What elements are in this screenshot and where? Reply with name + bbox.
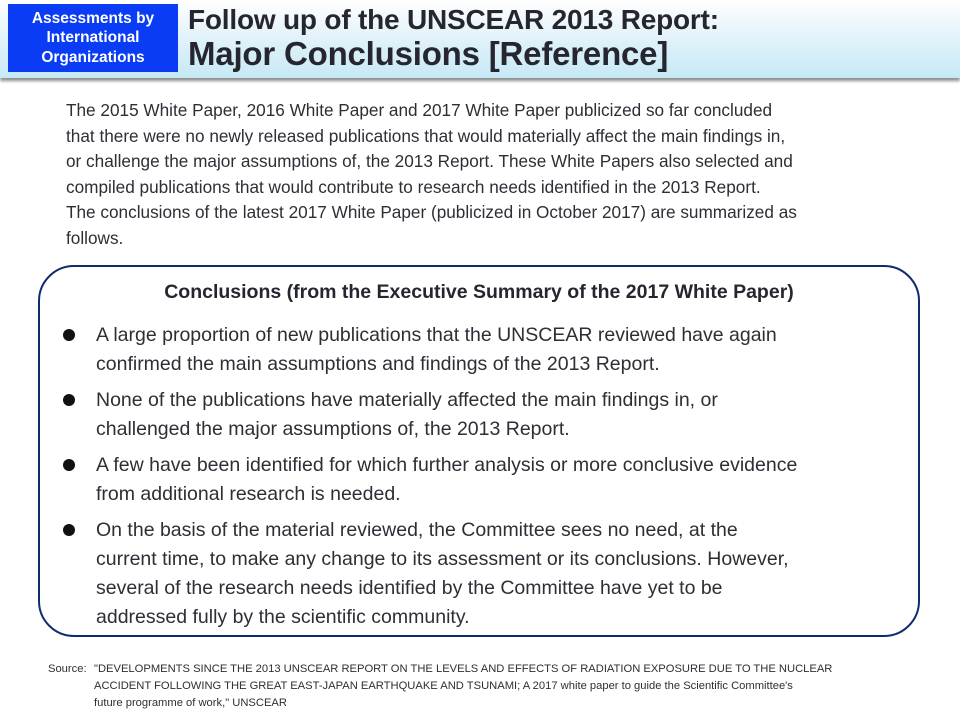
- conclusion-item: [40, 321, 918, 379]
- conclusion-line: challenged the major assumptions of, the 2013 Report.: [96, 418, 570, 440]
- source-label: Source:: [48, 663, 87, 675]
- conclusions-list: [40, 321, 918, 639]
- conclusion-line: several of the research needs identified by the Committee have yet to be: [96, 577, 723, 599]
- conclusion-text: [96, 451, 898, 509]
- category-badge-line: Assessments by: [31, 9, 155, 27]
- source-citation: [94, 661, 832, 712]
- conclusion-item: [40, 516, 918, 632]
- bullet-icon: [63, 524, 75, 536]
- conclusion-line: addressed fully by the scientific community.: [96, 606, 470, 628]
- conclusion-text: [96, 321, 898, 379]
- conclusion-line: None of the publications have materially affected the main findings in, or: [96, 389, 718, 411]
- category-badge: [8, 4, 178, 72]
- bullet-icon: [63, 394, 75, 406]
- conclusion-line: current time, to make any change to its assessment or its conclusions. However,: [96, 548, 789, 570]
- intro-line: The conclusions of the latest 2017 White Paper (publicized in October 2017) are summarized as: [66, 202, 797, 223]
- conclusion-line: confirmed the main assumptions and findings of the 2013 Report.: [96, 353, 660, 375]
- page-title-line1: Follow up of the UNSCEAR 2013 Report:: [188, 4, 719, 35]
- conclusion-text: [96, 516, 898, 632]
- page-title-line2: Major Conclusions [Reference]: [188, 35, 669, 72]
- source-line: "DEVELOPMENTS SINCE THE 2013 UNSCEAR REPORT ON THE LEVELS AND EFFECTS OF RADIATION EXPOSURE DUE TO THE NUCLEAR: [94, 663, 833, 675]
- conclusion-line: A few have been identified for which further analysis or more conclusive evidence: [96, 454, 798, 476]
- header-bar: [0, 0, 960, 78]
- conclusion-line: On the basis of the material reviewed, the Committee sees no need, at the: [96, 519, 738, 541]
- bullet-icon: [63, 329, 75, 341]
- intro-line: compiled publications that would contribute to research needs identified in the 2013 Report.: [66, 176, 761, 197]
- conclusion-item: [40, 386, 918, 444]
- conclusions-box: [38, 265, 920, 637]
- source-line: future programme of work," UNSCEAR: [94, 697, 287, 709]
- conclusion-line: from additional research is needed.: [96, 483, 401, 505]
- intro-line: or challenge the major assumptions of, the 2013 Report. These White Papers also selected and: [66, 151, 793, 172]
- conclusion-item: [40, 451, 918, 509]
- category-badge-line: International: [46, 29, 140, 47]
- intro-line: follows.: [66, 227, 124, 248]
- conclusion-line: A large proportion of new publications that the UNSCEAR reviewed have again: [96, 324, 777, 346]
- intro-line: that there were no newly released publications that would materially affect the main findings in,: [66, 125, 786, 146]
- intro-line: The 2015 White Paper, 2016 White Paper and 2017 White Paper publicized so far concluded: [66, 100, 773, 120]
- conclusion-text: [96, 386, 898, 444]
- intro-paragraph: [66, 98, 906, 252]
- category-badge-line: Organizations: [41, 48, 145, 66]
- conclusions-heading: Conclusions (from the Executive Summary of the 2017 White Paper): [164, 281, 794, 303]
- page-title: [188, 3, 719, 72]
- bullet-icon: [63, 459, 75, 471]
- source-line: ACCIDENT FOLLOWING THE GREAT EAST-JAPAN EARTHQUAKE AND TSUNAMI; A 2017 white paper to guide the Scientific Committee's: [94, 680, 793, 692]
